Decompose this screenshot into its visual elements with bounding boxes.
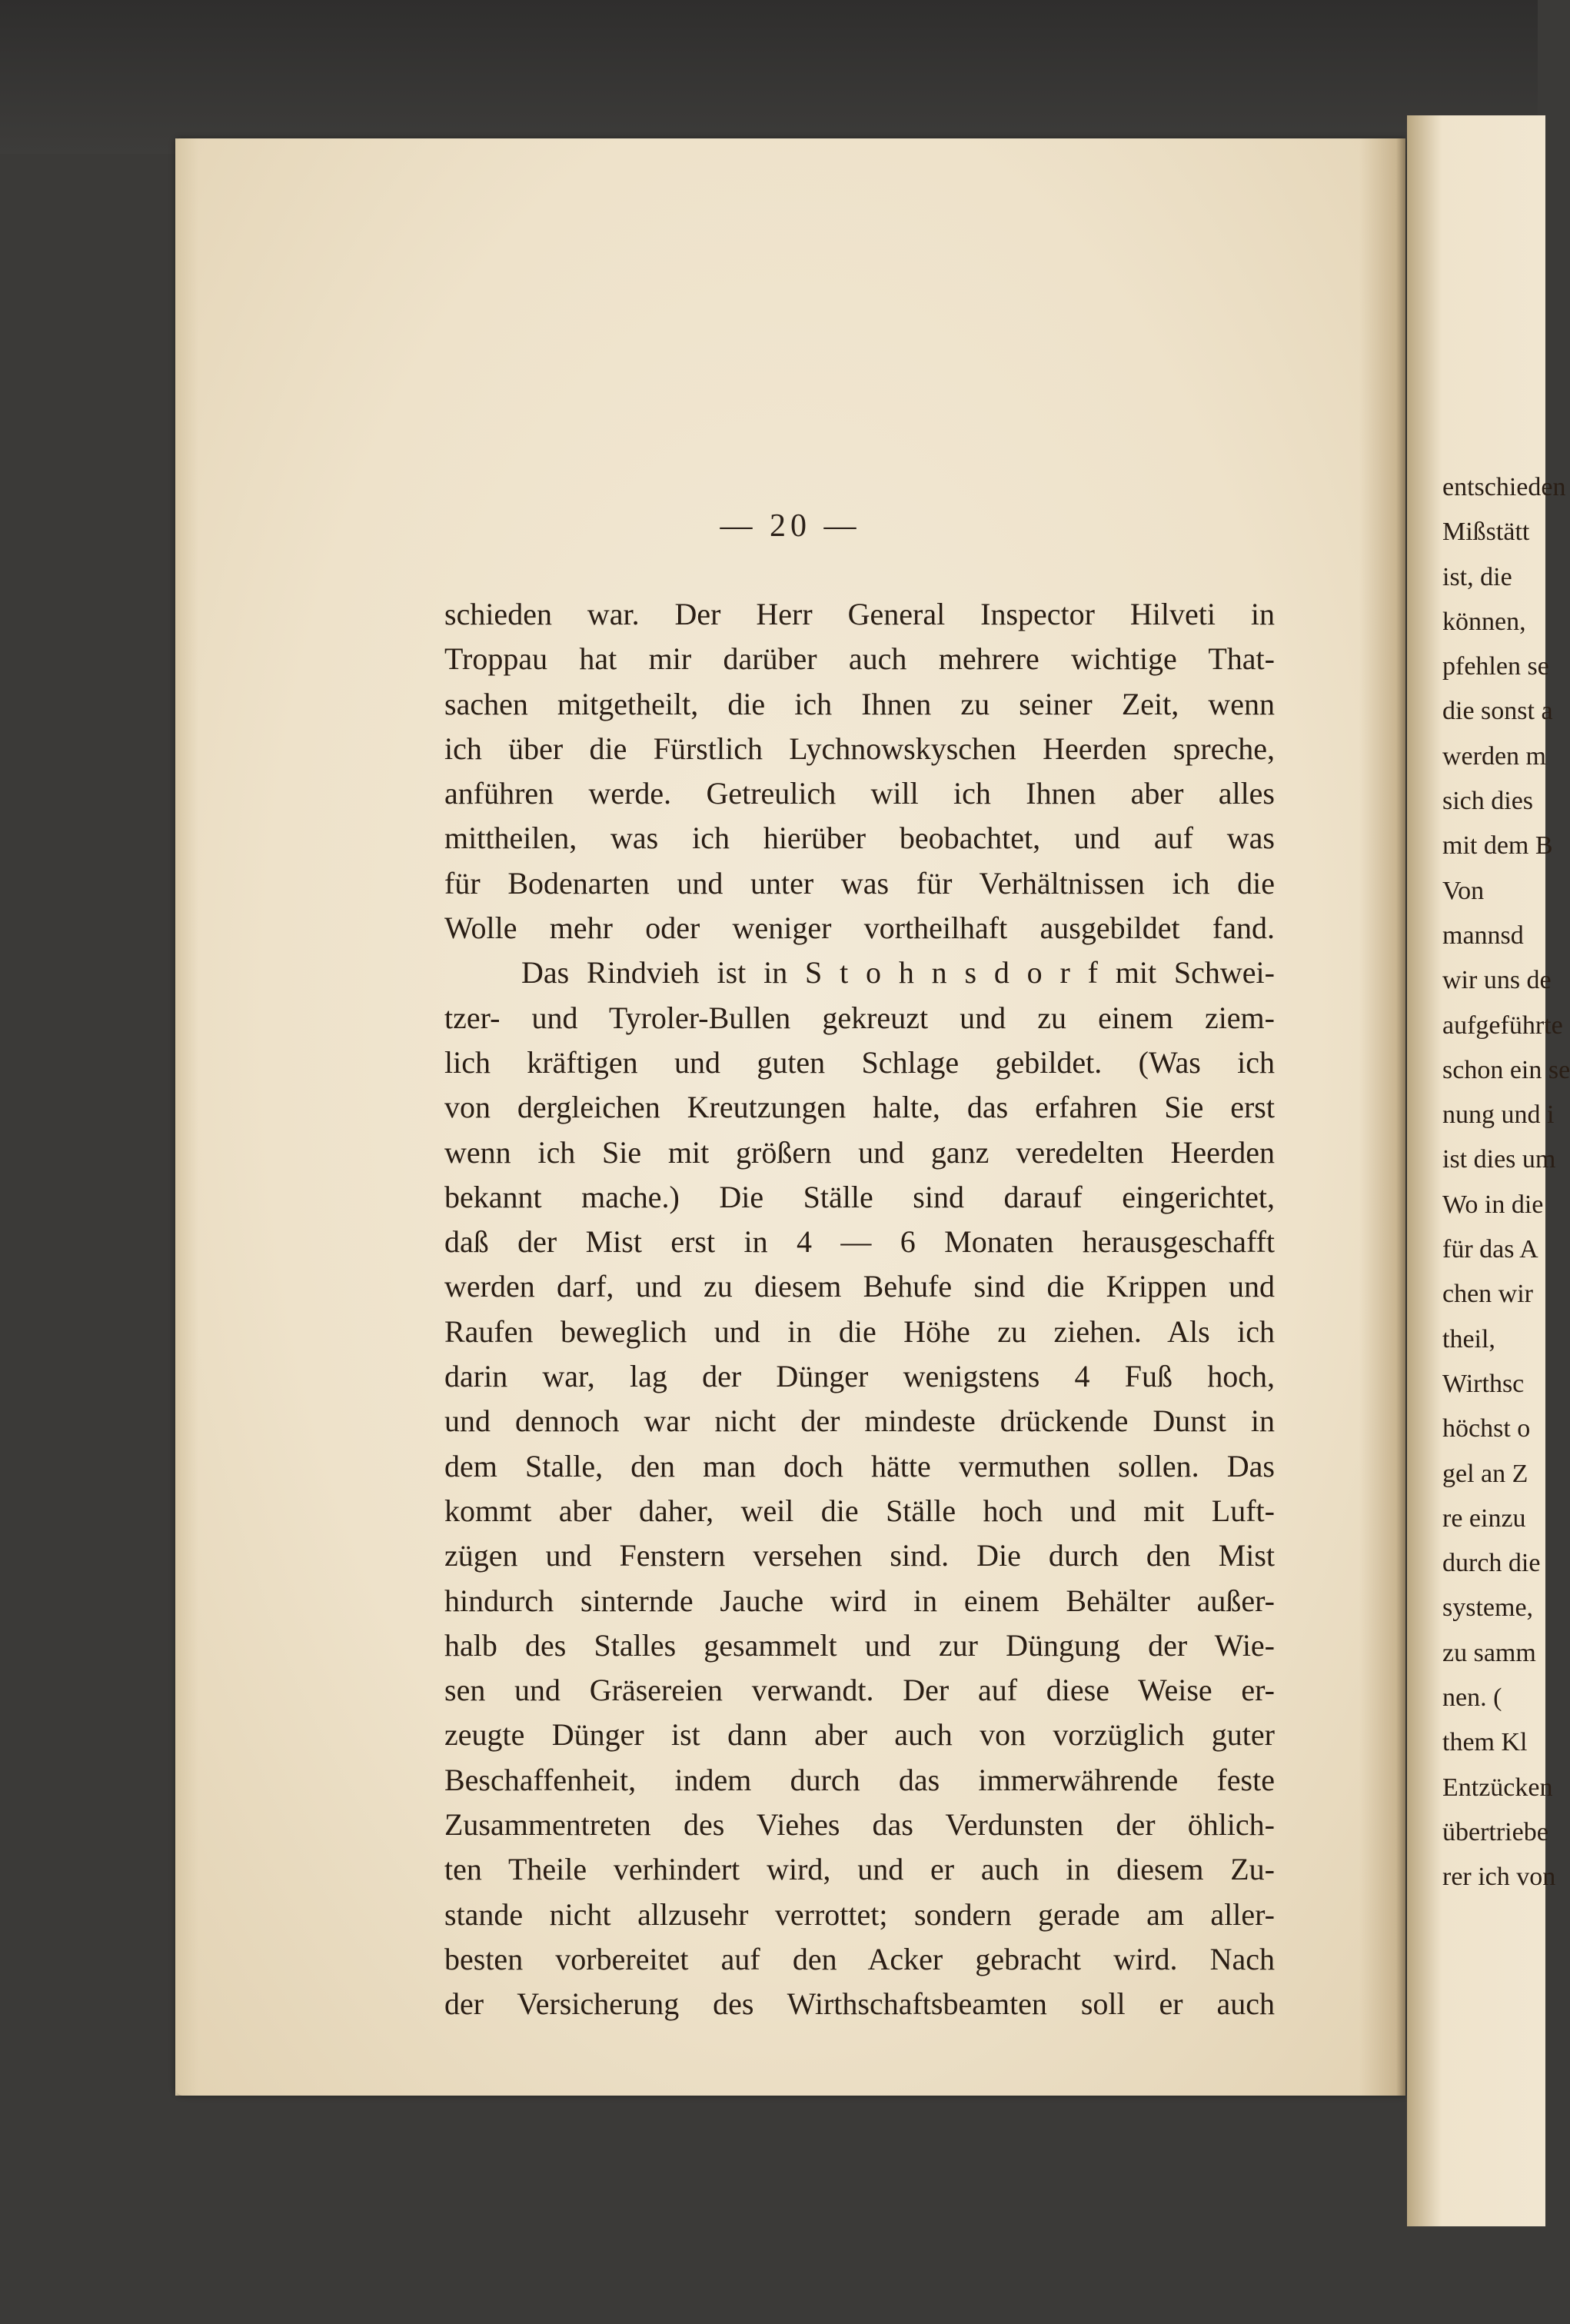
facing-text-line: them Kl xyxy=(1442,1728,1528,1757)
text-line: schieden war. Der Herr General Inspector Hilveti in xyxy=(444,597,1275,631)
page-number: — 20 — xyxy=(720,508,861,544)
facing-text-line: nung und i xyxy=(1442,1100,1555,1130)
facing-text-line: können, xyxy=(1442,607,1526,636)
facing-text-line: Wirthsc xyxy=(1442,1369,1525,1398)
text-line: ten Theile verhindert wird, und er auch in diesem Zu- xyxy=(444,1852,1275,1887)
text-line: zügen und Fenstern versehen sind. Die durch den Mist xyxy=(444,1538,1275,1573)
facing-text-line: ist, die xyxy=(1442,562,1512,591)
facing-text-line: die sonst a xyxy=(1442,697,1553,726)
text-line: sen und Gräsereien verwandt. Der auf diese Weise er- xyxy=(444,1673,1275,1708)
facing-page-text xyxy=(1442,465,1570,1900)
text-line: lich kräftigen und guten Schlage gebildet. (Was ich xyxy=(444,1044,1275,1080)
text-line: Wolle mehr oder weniger vortheilhaft ausgebildet fand. xyxy=(444,911,1275,946)
text-line: hindurch sinternde Jauche wird in einem Behälter außer- xyxy=(444,1583,1275,1618)
text-line: ich über die Fürstlich Lychnowskyschen Heerden spreche, xyxy=(444,731,1275,766)
text-line: dem Stalle, den man doch hätte vermuthen sollen. Das xyxy=(444,1448,1275,1483)
facing-text-line: entschieden xyxy=(1442,473,1566,501)
text-line: Das Rindvieh ist in S t o h n s d o r f mit Schwei- xyxy=(521,955,1275,991)
facing-text-line: sich dies xyxy=(1442,787,1534,816)
facing-text-line: Mißstätt xyxy=(1442,518,1530,547)
facing-text-line: schon ein se xyxy=(1442,1055,1570,1084)
facing-text-line: rer ich von xyxy=(1442,1863,1556,1892)
facing-text-line: re einzu xyxy=(1442,1503,1526,1533)
facing-text-line: höchst o xyxy=(1442,1414,1531,1443)
facing-text-line: theil, xyxy=(1442,1324,1495,1353)
book-page-right xyxy=(1407,115,1570,2226)
facing-text-line: mannsd xyxy=(1442,921,1524,950)
text-line: Zusammentreten des Viehes das Verdunsten der öhlich- xyxy=(444,1807,1275,1843)
text-line: Troppau hat mir darüber auch mehrere wichtige That- xyxy=(444,641,1275,677)
facing-text-line: durch die xyxy=(1442,1549,1541,1578)
scan-background xyxy=(0,0,1538,154)
text-line: zeugte Dünger ist dann aber auch von vorzüglich guter xyxy=(444,1717,1275,1753)
facing-text-line: ist dies um xyxy=(1442,1145,1556,1174)
text-line: darin war, lag der Dünger wenigstens 4 Fuß hoch, xyxy=(444,1359,1275,1394)
text-line: stande nicht allzusehr verrottet; sondern gerade am aller- xyxy=(444,1896,1275,1932)
text-line: anführen werde. Getreulich will ich Ihnen aber alles xyxy=(444,776,1275,811)
text-line: werden darf, und zu diesem Behufe sind die Krippen und xyxy=(444,1269,1275,1304)
page-edge xyxy=(175,138,198,2096)
text-line: Raufen beweglich und in die Höhe zu ziehen. Als ich xyxy=(444,1313,1275,1349)
text-line: für Bodenarten und unter was für Verhältnissen ich die xyxy=(444,865,1275,901)
facing-text-line: Entzücken xyxy=(1442,1773,1553,1802)
facing-text-line: aufgeführte xyxy=(1442,1011,1563,1040)
text-line: Beschaffenheit, indem durch das immerwährende feste xyxy=(444,1762,1275,1797)
facing-text-line: wir uns de xyxy=(1442,966,1552,995)
facing-text-line: mit dem B xyxy=(1442,831,1553,861)
facing-text-line: Wo in die xyxy=(1442,1190,1544,1219)
text-line: und dennoch war nicht der mindeste drückende Dunst in xyxy=(444,1403,1275,1439)
text-line: wenn ich Sie mit größern und ganz veredelten Heerden xyxy=(444,1134,1275,1170)
book-page-left xyxy=(175,138,1405,2096)
text-line: von dergleichen Kreutzungen halte, das erfahren Sie erst xyxy=(444,1090,1275,1125)
facing-text-line: nen. ( xyxy=(1442,1683,1502,1713)
text-line: tzer- und Tyroler-Bullen gekreuzt und zu einem ziem- xyxy=(444,1000,1275,1035)
facing-text-line: pfehlen se xyxy=(1442,652,1549,681)
book-gutter xyxy=(1359,138,1405,2096)
facing-text-line: chen wir xyxy=(1442,1280,1534,1309)
text-line: bekannt mache.) Die Ställe sind darauf eingerichtet, xyxy=(444,1179,1275,1214)
text-line: besten vorbereitet auf den Acker gebracht wird. Nach xyxy=(444,1941,1275,1976)
facing-text-line: zu samm xyxy=(1442,1638,1536,1667)
text-line: der Versicherung des Wirthschaftsbeamten soll er auch xyxy=(444,1986,1275,2022)
facing-text-line: systeme, xyxy=(1442,1593,1534,1623)
text-line: sachen mitgetheilt, die ich Ihnen zu seiner Zeit, wenn xyxy=(444,686,1275,721)
facing-text-line: gel an Z xyxy=(1442,1459,1528,1488)
facing-text-line: für das A xyxy=(1442,1235,1538,1264)
text-line: halb des Stalles gesammelt und zur Düngung der Wie- xyxy=(444,1627,1275,1663)
facing-text-line: übertriebe xyxy=(1442,1817,1548,1846)
text-line: mittheilen, was ich hierüber beobachtet, und auf was xyxy=(444,821,1275,856)
text-line: daß der Mist erst in 4 — 6 Monaten herausgeschafft xyxy=(444,1224,1275,1260)
body-text xyxy=(444,592,1275,2027)
text-line: kommt aber daher, weil die Ställe hoch und mit Luft- xyxy=(444,1493,1275,1528)
facing-text-line: werden m xyxy=(1442,741,1547,771)
facing-text-line: Von xyxy=(1442,876,1485,905)
